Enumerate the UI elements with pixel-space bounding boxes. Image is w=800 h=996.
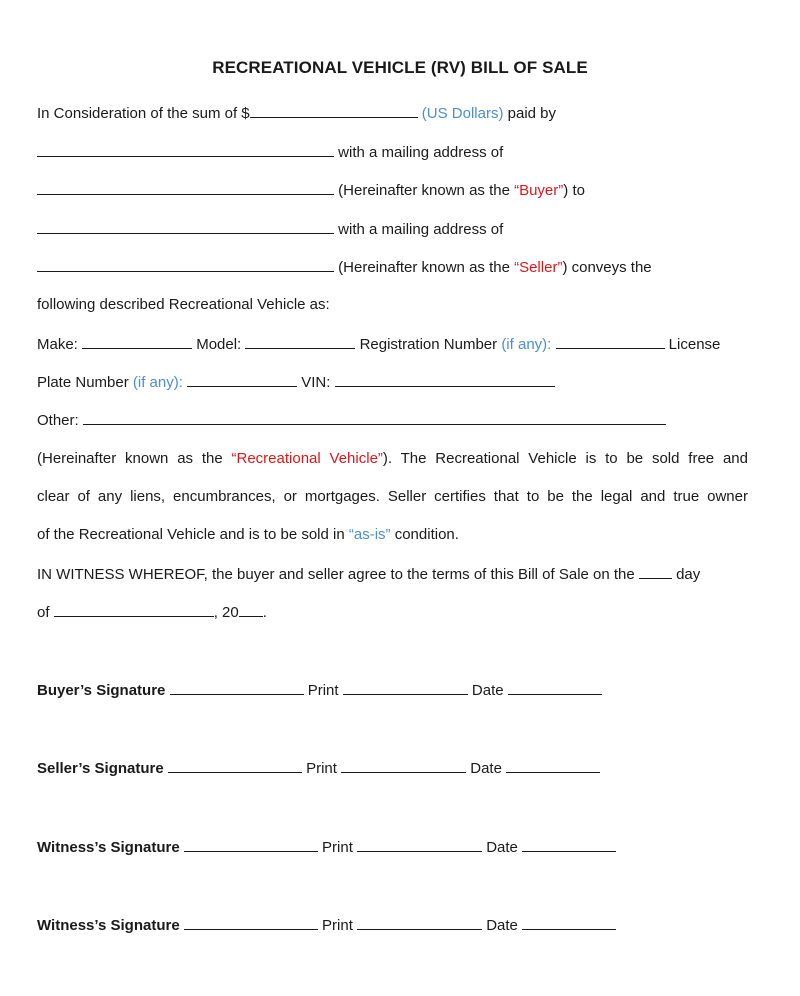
print-blank[interactable] — [357, 837, 482, 852]
vin-label: VIN: — [301, 374, 331, 391]
witness-signature-row-1 — [37, 837, 616, 858]
registration-if-any: (if any): — [501, 336, 552, 353]
document-title: RECREATIONAL VEHICLE (RV) BILL OF SALE — [212, 58, 588, 77]
seller-name-line — [37, 219, 503, 240]
buyer-term: “Buyer” — [514, 182, 564, 199]
witness-whereof-line — [37, 564, 700, 585]
paragraph-line-1 — [37, 449, 748, 469]
seller-term: “Seller” — [514, 259, 563, 276]
vin-blank[interactable] — [335, 372, 555, 387]
seller-name-blank[interactable] — [37, 219, 334, 234]
date-blank[interactable] — [508, 680, 602, 695]
rv-term: “Recreational Vehicle” — [231, 450, 383, 467]
date-label: Date — [470, 760, 502, 777]
signature-blank[interactable] — [184, 837, 318, 852]
signature-label: Witness’s Signature — [37, 839, 180, 856]
buyer-name-blank[interactable] — [37, 142, 334, 157]
seller-address-line — [37, 257, 652, 278]
buyer-known-suffix: ) to — [563, 182, 585, 199]
rv-known-prefix: (Hereinafter known as the — [37, 450, 232, 467]
seller-address-blank[interactable] — [37, 257, 334, 272]
print-blank[interactable] — [341, 758, 466, 773]
print-label: Print — [322, 839, 353, 856]
model-blank[interactable] — [245, 334, 355, 349]
consideration-line — [37, 103, 556, 124]
seller-known-suffix: ) conveys the — [562, 259, 652, 276]
rv-known-suffix: ). The Recreational Vehicle is to be sold free and — [382, 450, 748, 467]
buyer-name-line — [37, 142, 503, 163]
print-blank[interactable] — [343, 680, 468, 695]
vehicle-fields-line — [37, 334, 720, 355]
print-blank[interactable] — [357, 915, 482, 930]
plate-vin-line — [37, 372, 555, 393]
signature-label: Seller’s Signature — [37, 760, 164, 777]
plate-number-label: Plate Number — [37, 374, 129, 391]
date-label: Date — [471, 682, 504, 699]
print-label: Print — [306, 760, 337, 777]
other-blank[interactable] — [83, 410, 666, 425]
witness-signature-row-2 — [37, 915, 616, 936]
date-blank[interactable] — [522, 837, 616, 852]
buyer-address-label: with a mailing address of — [338, 144, 504, 161]
following-described-line: following described Recreational Vehicle as: — [37, 296, 330, 313]
signature-label: Witness’s Signature — [37, 917, 180, 934]
sum-blank[interactable] — [250, 103, 418, 118]
consideration-text: In Consideration of the sum of $ — [37, 105, 250, 122]
registration-label: Registration Number — [359, 336, 498, 353]
seller-known-prefix: (Hereinafter known as the — [338, 259, 515, 276]
date-blank[interactable] — [506, 758, 600, 773]
date-blank[interactable] — [522, 915, 616, 930]
date-label: Date — [486, 839, 518, 856]
witness-whereof-text: IN WITNESS WHEREOF, the buyer and seller agree to the terms of this Bill of Sale on the — [37, 566, 635, 583]
signature-label: Buyer’s Signature — [37, 682, 166, 699]
registration-blank[interactable] — [556, 334, 665, 349]
buyer-address-blank[interactable] — [37, 180, 334, 195]
buyer-address-line — [37, 180, 585, 201]
buyer-known-prefix: (Hereinafter known as the — [338, 182, 515, 199]
as-is-term: “as-is” — [348, 526, 391, 543]
day-blank[interactable] — [639, 564, 672, 579]
of-label: of — [37, 604, 50, 621]
paid-by-text: paid by — [507, 105, 557, 122]
us-dollars-text: (US Dollars) — [421, 105, 504, 122]
license-label: License — [668, 336, 721, 353]
seller-address-label: with a mailing address of — [338, 221, 504, 238]
print-label: Print — [307, 682, 339, 699]
plate-if-any: (if any): — [132, 374, 183, 391]
seller-signature-row — [37, 758, 600, 779]
date-period: . — [262, 604, 267, 621]
plate-number-blank[interactable] — [187, 372, 297, 387]
as-is-suffix: condition. — [390, 526, 459, 543]
month-blank[interactable] — [54, 602, 214, 617]
make-blank[interactable] — [82, 334, 192, 349]
day-label: day — [676, 566, 701, 583]
signature-blank[interactable] — [168, 758, 302, 773]
paragraph-line-3 — [37, 525, 459, 545]
buyer-signature-row — [37, 680, 602, 701]
paragraph-line-2: clear of any liens, encumbrances, or mortgages. Seller certifies that to be the legal and true owner — [37, 488, 748, 505]
signature-blank[interactable] — [184, 915, 318, 930]
year-blank[interactable] — [239, 602, 263, 617]
print-label: Print — [322, 917, 353, 934]
signature-blank[interactable] — [170, 680, 304, 695]
as-is-prefix: of the Recreational Vehicle and is to be sold in — [37, 526, 349, 543]
other-label: Other: — [37, 412, 79, 429]
make-label: Make: — [37, 336, 78, 353]
date-label: Date — [486, 917, 518, 934]
model-label: Model: — [196, 336, 242, 353]
date-line — [37, 602, 267, 623]
year-prefix: , 20 — [213, 604, 239, 621]
other-line — [37, 410, 666, 431]
